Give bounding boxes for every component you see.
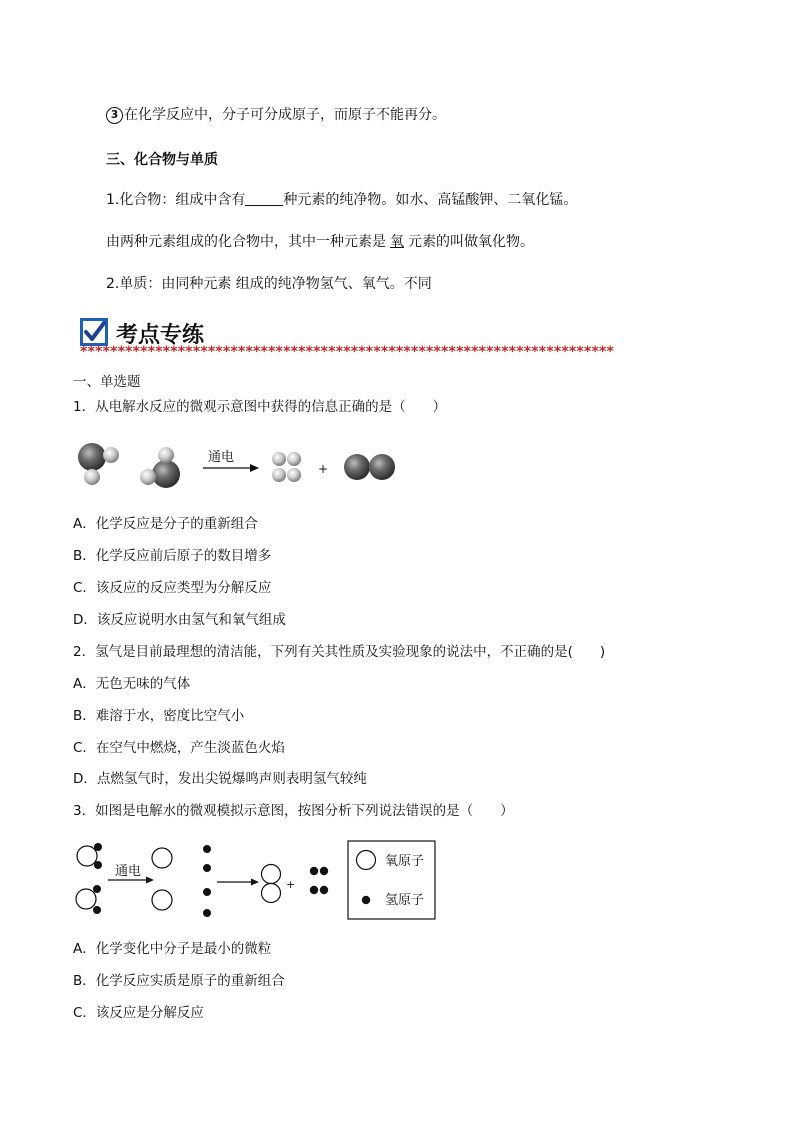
question-3-option-a[interactable]: A．化学变化中分子是最小的微粒 <box>73 941 272 957</box>
question-2-option-a[interactable]: A．无色无味的气体 <box>73 676 191 692</box>
arrow-label-3a: 通电 <box>115 864 142 879</box>
oxygen-molecule <box>344 454 395 480</box>
compound-text-b: 种元素的纯净物。如水、高锰酸钾、二氧化锰。 <box>283 192 578 208</box>
compound-line <box>106 191 577 209</box>
question-2-option-c[interactable]: C．在空气中燃烧，产生淡蓝色火焰 <box>73 740 285 756</box>
question-2-option-d[interactable]: D．点燃氢气时，发出尖锐爆鸣声则表明氢气较纯 <box>73 771 367 787</box>
hydrogen-molecules <box>272 452 301 482</box>
compound-text-a: 1.化合物：组成中含有 <box>106 192 246 208</box>
water-molecule-bottom <box>76 885 101 914</box>
question-1-stem: 1．从电解水反应的微观示意图中获得的信息正确的是（ ） <box>73 399 447 415</box>
arrow-label: 通电 <box>208 450 235 465</box>
question-2-stem: 2．氢气是目前最理想的清洁能，下列有关其性质及实验现象的说法中，不正确的是( ) <box>73 644 606 660</box>
question-1-option-a[interactable]: A．化学反应是分子的重新组合 <box>73 516 258 532</box>
water-molecule-1 <box>78 443 119 485</box>
oxide-text-b: 元素的叫做氧化物。 <box>408 234 534 250</box>
question-2-option-b[interactable]: B．难溶于水，密度比空气小 <box>73 708 245 724</box>
reaction-arrow-icon <box>203 464 259 472</box>
reaction-arrow-icon <box>217 879 259 886</box>
question-3-option-c[interactable]: C．该反应是分解反应 <box>73 1005 204 1021</box>
item-3-line <box>106 106 446 124</box>
question-1-option-b[interactable]: B．化学反应前后原子的数目增多 <box>73 548 272 564</box>
oxide-line <box>106 233 534 251</box>
legend-oxygen: 氧原子 <box>385 854 425 869</box>
checkbox-icon <box>80 318 108 346</box>
stars-divider: *********************************************************************** <box>80 344 615 360</box>
element-line: 2.单质：由同种元素 组成的纯净物氢气、氧气。不同 <box>106 276 432 292</box>
practice-heading: 考点专练 <box>116 322 205 348</box>
separated-atoms <box>152 845 211 917</box>
plus-sign: + <box>318 462 329 476</box>
question-3-option-b[interactable]: B．化学反应实质是原子的重新组合 <box>73 973 285 989</box>
fill-in-blank <box>245 191 283 206</box>
legend-box <box>348 841 435 919</box>
oxide-answer: 氧 <box>390 234 404 250</box>
question-3-diagram <box>68 836 448 926</box>
question-1-option-d[interactable]: D．该反应说明水由氢气和氧气组成 <box>73 612 286 628</box>
water-molecule-top <box>77 843 102 869</box>
circled-number-3: 3 <box>106 107 123 124</box>
question-1-diagram <box>70 433 410 495</box>
hydrogen-molecules-product <box>310 867 328 894</box>
section-3-title: 三、化合物与单质 <box>106 152 218 168</box>
part-title: 一、单选题 <box>73 374 141 390</box>
legend-hydrogen: 氢原子 <box>385 893 425 908</box>
item-3-text: 在化学反应中，分子可分成原子，而原子不能再分。 <box>124 107 446 123</box>
question-3-stem: 3．如图是电解水的微观模拟示意图，按图分析下列说法错误的是（ ） <box>73 803 514 819</box>
oxide-text-a: 由两种元素组成的化合物中，其中一种元素是 <box>106 234 386 250</box>
water-molecule-2 <box>140 447 180 488</box>
question-1-option-c[interactable]: C．该反应的反应类型为分解反应 <box>73 580 272 596</box>
oxygen-molecule-product <box>262 865 281 903</box>
plus-sign: + <box>286 878 296 891</box>
